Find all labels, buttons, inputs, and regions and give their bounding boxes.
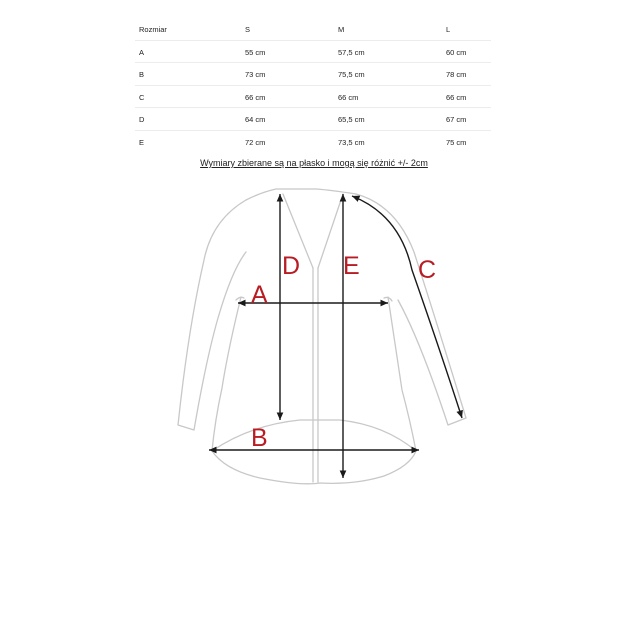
garment-outline <box>178 189 466 484</box>
hem-top <box>212 420 416 451</box>
measurement-arrows <box>209 194 462 478</box>
value-s: 64 cm <box>245 115 266 124</box>
right-sleeve <box>356 194 466 425</box>
neckline <box>246 189 356 200</box>
arrow-c <box>352 196 462 418</box>
left-body-side <box>212 297 241 451</box>
v-neck-right <box>318 194 343 268</box>
value-l: 75 cm <box>446 137 467 147</box>
value-m: 65,5 cm <box>338 115 365 124</box>
row-label: C <box>139 92 145 102</box>
measurement-note: Wymiary zbierane są na płasko i mogą się różnić +/- 2cm <box>200 158 428 168</box>
value-s: 55 cm <box>245 47 266 57</box>
value-l: 66 cm <box>446 92 467 102</box>
label-d: D <box>282 252 301 280</box>
label-b: B <box>251 424 268 452</box>
row-label: E <box>139 137 145 147</box>
label-c: C <box>418 256 437 284</box>
left-sleeve <box>178 200 246 430</box>
label-a: A <box>251 281 268 309</box>
row-label: A <box>139 47 145 57</box>
value-s: 73 cm <box>245 70 266 79</box>
right-body-side <box>388 297 416 451</box>
header-l: L <box>446 25 451 34</box>
value-m: 66 cm <box>338 92 359 102</box>
header-m: M <box>338 25 345 34</box>
value-s: 66 cm <box>245 92 266 102</box>
value-l: 60 cm <box>446 47 467 57</box>
value-l: 78 cm <box>446 70 467 79</box>
hem-bottom <box>212 451 416 484</box>
row-label: B <box>139 70 145 79</box>
value-l: 67 cm <box>446 115 467 124</box>
header-s: S <box>245 25 251 34</box>
value-m: 57,5 cm <box>338 47 365 57</box>
value-m: 75,5 cm <box>338 70 365 79</box>
header-size: Rozmiar <box>139 25 167 34</box>
value-s: 72 cm <box>245 137 266 147</box>
label-e: E <box>343 252 360 280</box>
row-label: D <box>139 115 145 124</box>
value-m: 73,5 cm <box>338 137 365 147</box>
